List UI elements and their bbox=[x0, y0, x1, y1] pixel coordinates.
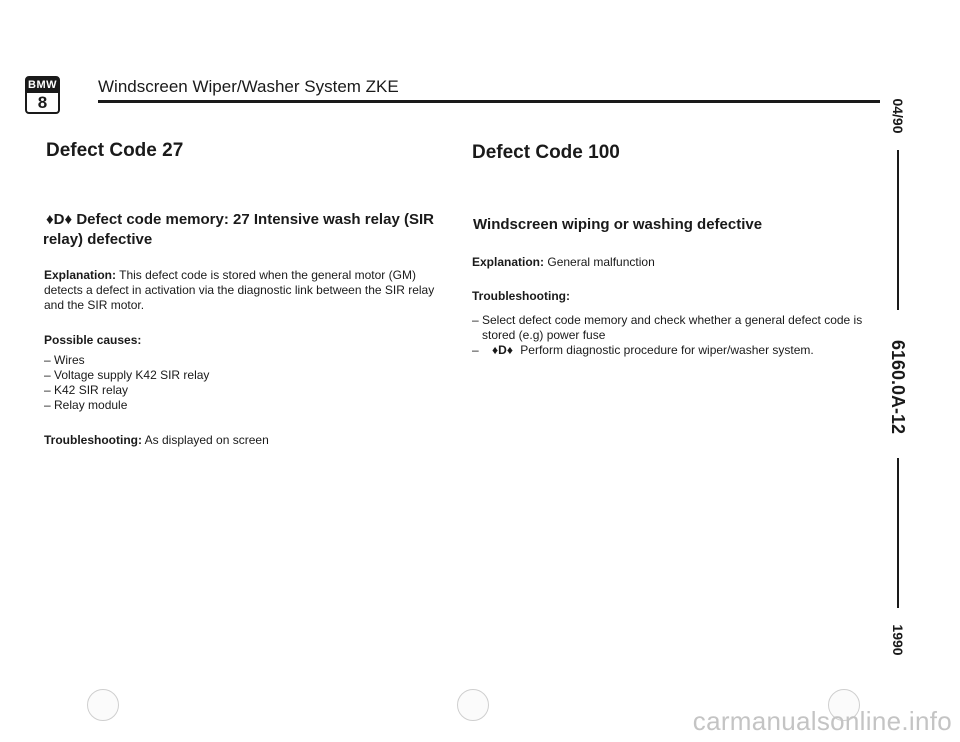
possible-causes-list bbox=[44, 353, 209, 413]
possible-causes-label: Possible causes: bbox=[44, 333, 142, 347]
margin-page-code: 6160.0A-12 bbox=[888, 339, 908, 435]
page-header-title: Windscreen Wiper/Washer System ZKE bbox=[98, 77, 399, 96]
explanation-line2: detects a defect in activation via the diagnostic link between the SIR relay bbox=[44, 283, 435, 297]
troubleshooting-label: Troubleshooting: bbox=[44, 433, 142, 447]
left-section-title: Defect Code 27 bbox=[46, 140, 184, 161]
troubleshooting-step-2 bbox=[472, 343, 872, 358]
step1-line2: stored (e.g) power fuse bbox=[482, 328, 606, 342]
explanation-label: Explanation: bbox=[44, 268, 117, 282]
left-heading-line2: relay) defective bbox=[43, 231, 153, 248]
troubleshooting-step-1 bbox=[472, 313, 872, 343]
site-watermark: carmanualsonline.info bbox=[692, 706, 952, 736]
right-heading: Windscreen wiping or washing defective bbox=[473, 216, 763, 233]
margin-rail-line bbox=[897, 150, 899, 310]
left-heading bbox=[43, 210, 446, 250]
diagnostic-symbol-icon: ♦D♦ bbox=[492, 343, 513, 357]
explanation-text: General malfunction bbox=[547, 255, 655, 269]
step2-dash: – bbox=[472, 343, 479, 357]
logo-brand-text: BMW bbox=[28, 79, 57, 91]
step2-text: Perform diagnostic procedure for wiper/washer system. bbox=[520, 343, 814, 357]
margin-date: 04/90 bbox=[890, 98, 906, 134]
step1-line1: – Select defect code memory and check whether a general defect code is bbox=[472, 313, 863, 327]
explanation-line1: This defect code is stored when the general motor (GM) bbox=[119, 268, 416, 282]
troubleshooting-text: As displayed on screen bbox=[144, 433, 269, 447]
binder-hole bbox=[87, 689, 119, 721]
right-troubleshooting-label: Troubleshooting: bbox=[472, 289, 570, 303]
list-item: – K42 SIR relay bbox=[44, 383, 129, 397]
explanation-line3: and the SIR motor. bbox=[44, 298, 145, 312]
list-item: – Relay module bbox=[44, 398, 128, 412]
bmw-8-series-logo bbox=[25, 76, 60, 114]
logo-series-number: 8 bbox=[37, 93, 48, 112]
margin-rail-line bbox=[897, 458, 899, 608]
list-item: – Wires bbox=[44, 353, 85, 367]
left-heading-line1: Defect code memory: 27 Intensive wash relay (SIR bbox=[76, 211, 434, 228]
diagnostic-symbol-icon: ♦D♦ bbox=[46, 211, 73, 228]
left-explanation bbox=[44, 268, 444, 313]
right-section-title: Defect Code 100 bbox=[472, 142, 620, 163]
header-divider bbox=[98, 100, 880, 103]
right-explanation bbox=[472, 255, 655, 270]
binder-hole bbox=[457, 689, 489, 721]
left-troubleshooting bbox=[44, 433, 269, 448]
margin-year: 1990 bbox=[890, 624, 906, 656]
explanation-label: Explanation: bbox=[472, 255, 545, 269]
list-item: – Voltage supply K42 SIR relay bbox=[44, 368, 210, 382]
